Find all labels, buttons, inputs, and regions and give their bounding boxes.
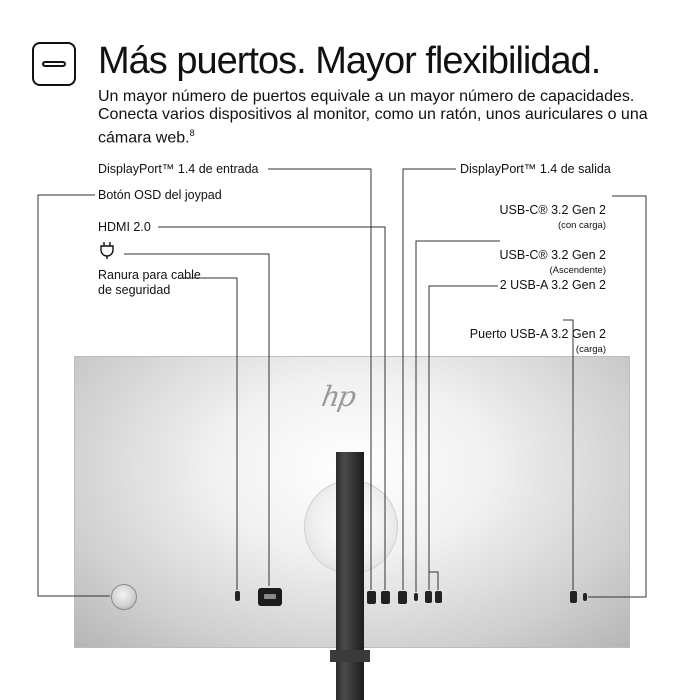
label-usbc-up-sub: (Ascendente) [549, 265, 606, 276]
label-usbc-charge-sub: (con carga) [557, 220, 606, 231]
line-usbc-charge [588, 196, 646, 597]
label-usbc-charge-title: USB-C® 3.2 Gen 2 [499, 203, 606, 217]
line-usba-charge [563, 320, 573, 590]
label-usba-charge-title: Puerto USB-A 3.2 Gen 2 [469, 327, 606, 341]
line-power [124, 254, 269, 586]
label-usbc-up-title: USB-C® 3.2 Gen 2 [499, 248, 606, 262]
label-osd: Botón OSD del joypad [98, 188, 222, 202]
line-lock [180, 278, 237, 590]
label-lock-slot: Ranura para cable de seguridad [98, 268, 201, 297]
footnote-marker: 8 [189, 128, 195, 138]
label-hdmi: HDMI 2.0 [98, 220, 151, 234]
label-usba-2: 2 USB-A 3.2 Gen 2 [499, 278, 606, 292]
label-dp-out: DisplayPort™ 1.4 de salida [460, 162, 611, 176]
line-osd [38, 195, 110, 596]
line-hdmi [158, 227, 385, 590]
page-title: Más puertos. Mayor flexibilidad. [98, 40, 601, 82]
label-usba-charge-sub: (carga) [575, 344, 606, 355]
label-dp-in: DisplayPort™ 1.4 de entrada [98, 162, 259, 176]
line-usba-2 [429, 286, 498, 590]
lede-body: Un mayor número de puertos equivale a un mayor número de capacidades. Conecta varios dispositivos al monitor, como un ratón, unos auriculares o una cámara web. [98, 88, 648, 147]
line-dp-in [268, 169, 371, 590]
hp-logo: hp [319, 380, 357, 413]
